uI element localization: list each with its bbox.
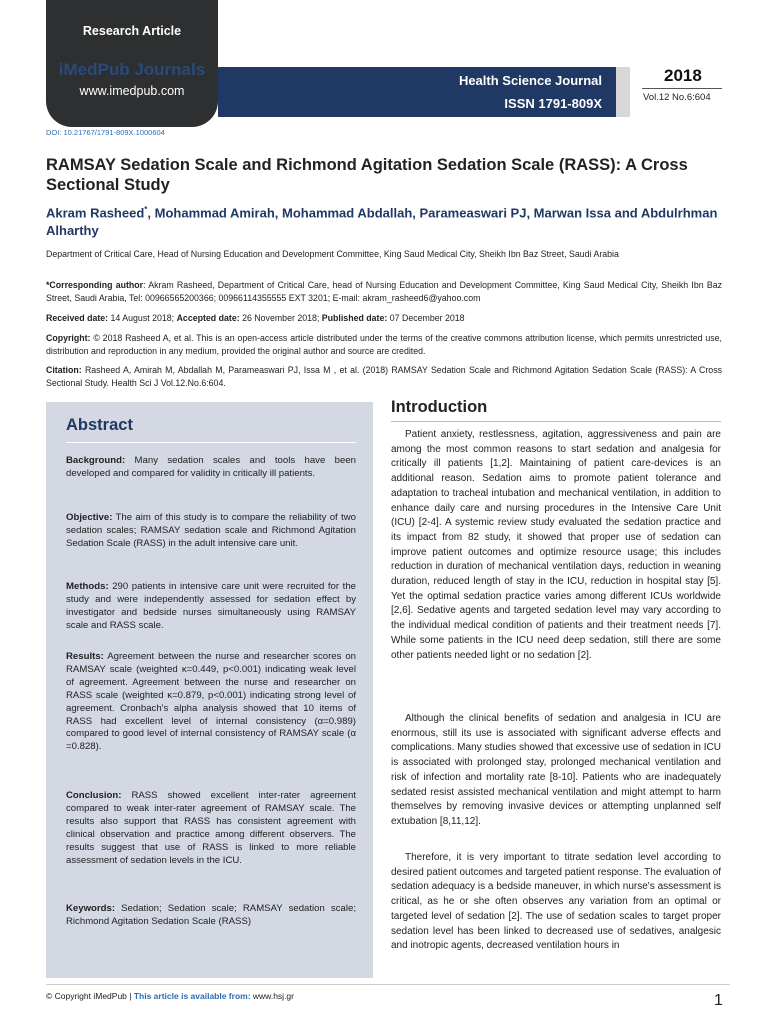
- results-label: Results:: [66, 651, 104, 662]
- first-author: Akram Rasheed: [46, 205, 145, 221]
- copyright-text: © 2018 Rasheed A, et al. This is an open-access article distributed under the terms of the creative commons attribution license, which permits unrestricted use, distribution and reproduction in any medium, provided the original author and source are credited.: [46, 333, 722, 356]
- citation-text: Rasheed A, Amirah M, Abdallah M, Parameaswari PJ, Issa M , et al. (2018) RAMSAY Sedation Scale and Richmond Agitation Sedation Scale (RASS): A Cross Sectional Study. Health Sci J Vol.12.No.6:604.: [46, 365, 722, 388]
- article-title: RAMSAY Sedation Scale and Richmond Agitation Sedation Scale (RASS): A Cross Sectional Study: [46, 156, 688, 194]
- published-date: 07 December 2018: [387, 313, 465, 323]
- abstract-divider: [66, 442, 356, 443]
- page-footer: [46, 991, 294, 1001]
- background-label: Background:: [66, 455, 126, 466]
- abstract-results: [66, 651, 356, 754]
- introduction-heading: Introduction: [391, 398, 488, 416]
- abstract-panel: [46, 402, 373, 978]
- introduction-paragraph-1: Patient anxiety, restlessness, agitation, aggressiveness and pain are among the most common reasons to start sedation and analgesia for critically ill patients [1,2]. Maintaining of patient care-devices is an additional reason. Sedation aims to promote patient tolerance and adaptation to tracheal intubation and mechanical ventilation, in addition to enhance daily care and nursing procedures in the Intensive Care Unit (ICU) [2-4]. A systemic review study evaluated the sedation practice and its impact from 82 study, it showed that proper use of sedation can improve patient outcomes and optimize resource usage; this includes reduction in duration of mechanical ventilation days, reduction in weaning duration, reduced length of stay in the ICU, reduction in hospital stay [5]. Yet the optimal sedation practice varies among different ICUs worldwide [2,6]. Sedative agents and targeted sedation level may vary according to the individual medical condition of patients and their treatment needs [7]. While some patients in the ICU need deep sedation, still there are some other patients needed light or no sedation [2].: [391, 429, 721, 661]
- corresponding-text: : Akram Rasheed, Department of Critical Care, head of Nursing Education and Development Committee, King Saud Medical City, Sheikh Ibn Baz Street, Saudi Arabia, Tel: 00966565200366; 00966114355555 EXT 3201; E-mail: akram_rasheed6@yahoo.com: [46, 280, 722, 303]
- doi-link[interactable]: DOI: 10.21767/1791-809X.1000604: [46, 128, 165, 137]
- article-dates: [46, 312, 722, 325]
- objective-label: Objective:: [66, 512, 113, 523]
- publication-year: 2018: [664, 66, 702, 85]
- footer-copyright: © Copyright iMedPub |: [46, 991, 134, 1001]
- copyright-notice: [46, 332, 722, 357]
- page-number: 1: [714, 992, 723, 1009]
- year-divider: [642, 88, 722, 89]
- methods-label: Methods:: [66, 581, 109, 592]
- copyright-label: Copyright:: [46, 333, 91, 343]
- abstract-objective: [66, 512, 356, 551]
- abstract-keywords: [66, 903, 356, 929]
- conclusion-text: RASS showed excellent inter-rater agreement compared to weak inter-rater agreement of RAMSAY scale. The results also support that RASS has consistent agreement with clinical observation and practice among different observers. The results suggest that use of RASS is linked to more reliable assessment of sedation levels in the ICU.: [66, 790, 356, 866]
- corresponding-label: *Corresponding author: [46, 280, 144, 290]
- journal-title: Health Science Journal: [458, 73, 602, 88]
- results-text: Agreement between the nurse and researcher scores on RAMSAY scale (weighted κ=0.449, p<0.001) indicating weak level of agreement. Agreement between the nurse and researcher on RASS scale (weighted κ=0.879, p<0.001) indicating strong level of agreement. Cronbach's alpha analysis showed that 10 items of RASS had excellent level of internal consistency (α=0.989) compared to good level of internal consistency of RAMSAY scale (α =0.828).: [66, 651, 356, 753]
- objective-text: The aim of this study is to compare the reliability of two sedation scales; RAMSAY sedation scale and Richmond Agitation Sedation Scale (RASS) in the adult intensive care unit.: [66, 512, 356, 549]
- received-label: Received date:: [46, 313, 109, 323]
- corresponding-marker: *: [144, 205, 148, 214]
- publisher-logo: iMedPub Journals: [58, 60, 206, 79]
- methods-text: 290 patients in intensive care unit were recruited for the study and were independently assessed for sedation effect by investigator and bedside nurses simultaneously using RAMSAY scale and RASS scale.: [66, 581, 356, 631]
- other-authors: , Mohammad Amirah, Mohammad Abdallah, Parameaswari PJ, Marwan Issa and Abdulrhman Alharthy: [46, 205, 718, 239]
- publisher-url[interactable]: www.imedpub.com: [79, 84, 185, 98]
- keywords-label: Keywords:: [66, 903, 116, 914]
- footer-site-link[interactable]: www.hsj.gr: [250, 991, 294, 1001]
- introduction-divider: [391, 421, 721, 422]
- journal-issn: ISSN 1791-809X: [504, 96, 602, 111]
- accepted-label: Accepted date:: [176, 313, 240, 323]
- keywords-text: Sedation; Sedation scale; RAMSAY sedation scale; Richmond Agitation Sedation Scale (RASS): [66, 903, 356, 927]
- citation: [46, 364, 722, 389]
- introduction-paragraph-3: Therefore, it is very important to titrate sedation level according to desired patient outcomes and targeted patient response. The evaluation of sedation adequacy is a bedside maneuver, in which nurse's assessment is critical, as he or she often observes any variation from an optimal or targeted level of sedation [2]. The use of sedation scales to target proper sedation level has been linked to decreased use of sedatives, analgesic and inotropic agents, decreased ventilation hours in: [391, 852, 721, 952]
- corresponding-author: [46, 279, 722, 304]
- citation-label: Citation:: [46, 365, 82, 375]
- abstract-background: [66, 455, 356, 481]
- header-accent-bar: [616, 67, 630, 117]
- received-date: 14 August 2018;: [108, 313, 177, 323]
- footer-divider: [46, 984, 730, 985]
- volume-info: Vol.12 No.6:604: [643, 92, 711, 103]
- published-label: Published date:: [321, 313, 388, 323]
- journal-header-bar: [218, 67, 616, 117]
- abstract-heading: Abstract: [66, 416, 133, 434]
- journal-badge: [46, 0, 218, 127]
- affiliation: Department of Critical Care, Head of Nursing Education and Development Committee, King Saud Medical City, Sheikh Ibn Baz Street, Saudi Arabia: [46, 249, 619, 259]
- footer-available-label: This article is available from:: [133, 991, 251, 1001]
- introduction-paragraph-2: Although the clinical benefits of sedation and analgesia in ICU are enormous, still its use is associated with significant adverse effects and complications. Many studies showed that excessive use of sedation in ICU is associated with prolonged stay, prolonged mechanical ventilation and risk of infection and mortality rate [8-10]. Patients who are inadequately sedated resist assisted mechanical ventilation and might attempt to harm themselves by removing invasive devices or attempting unplanned self extubation [8,11,12].: [391, 713, 721, 827]
- author-list: [46, 201, 736, 240]
- abstract-methods: [66, 581, 356, 633]
- abstract-conclusion: [66, 790, 356, 867]
- conclusion-label: Conclusion:: [66, 790, 122, 801]
- article-type-label: Research Article: [82, 24, 182, 38]
- background-text: Many sedation scales and tools have been developed and compared for validity in critically ill patients.: [66, 455, 356, 479]
- accepted-date: 26 November 2018;: [239, 313, 322, 323]
